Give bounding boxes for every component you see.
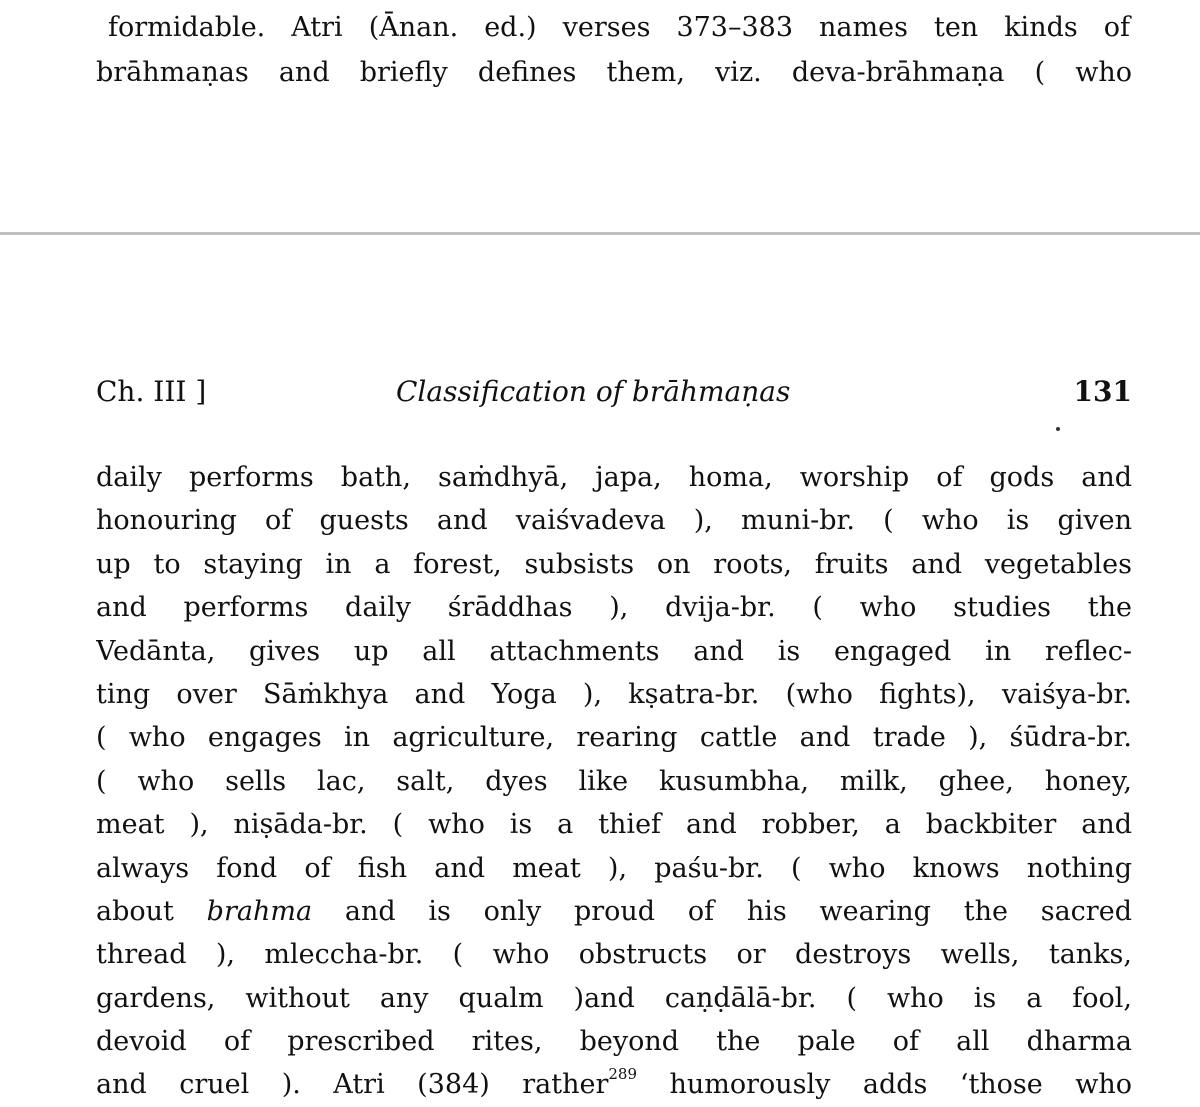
text-segment: and cruel ). Atri (384) rather <box>96 1069 609 1101</box>
previous-page-line: brāhmaṇas and briefly defines them, viz. deva-brāhmaṇa ( who <box>96 57 1132 88</box>
text-line: always fond of fish and meat ), paśu-br. ( who knows nothing <box>96 852 1132 884</box>
text-line: devoid of prescribed rites, beyond the pale of all dharma <box>96 1026 1132 1058</box>
body-text <box>96 456 1132 1107</box>
text-segment: and is only proud of his wearing the sacred <box>344 895 1132 927</box>
running-title: Classification of brāhmaṇas <box>396 375 791 408</box>
text-line <box>96 1063 1132 1106</box>
text-line: meat ), niṣāda-br. ( who is a thief and robber, a backbiter and <box>96 809 1132 841</box>
text-line: honouring of guests and vaiśvadeva ), muni-br. ( who is given <box>96 505 1132 537</box>
cut-off-line <box>108 0 1130 2</box>
text-segment: about <box>96 895 174 927</box>
text-line: thread ), mleccha-br. ( who obstructs or destroys wells, tanks, <box>96 939 1132 971</box>
italic-term: brahma <box>206 895 313 927</box>
text-line: ting over Sāṁkhya and Yoga ), kṣatra-br. (who fights), vaiśya-br. <box>96 678 1132 710</box>
chapter-label: Ch. III ] <box>96 375 207 408</box>
running-header <box>96 375 1132 419</box>
text-segment: humorously adds ‘those who <box>669 1069 1132 1101</box>
previous-page-line: formidable. Atri (Ānan. ed.) verses 373–383 names ten kinds of <box>108 12 1130 43</box>
text-line: gardens, without any qualm )and caṇḍālā-br. ( who is a fool, <box>96 982 1132 1014</box>
text-line: and performs daily śrāddhas ), dvija-br. ( who studies the <box>96 592 1132 624</box>
footnote-ref: 289 <box>608 1065 638 1084</box>
text-line: daily performs bath, saṁdhyā, japa, homa, worship of gods and <box>96 462 1132 493</box>
page-divider <box>0 232 1200 235</box>
previous-page-fragment <box>0 0 1200 232</box>
text-line: up to staying in a forest, subsists on roots, fruits and vegetables <box>96 548 1132 580</box>
text-line: ( who sells lac, salt, dyes like kusumbha, milk, ghee, honey, <box>96 765 1132 797</box>
text-line <box>96 890 1132 933</box>
text-line: Vedānta, gives up all attachments and is engaged in reflec- <box>96 635 1132 667</box>
print-speck <box>1056 427 1060 431</box>
page-number: 131 <box>1073 375 1132 408</box>
text-line: ( who engages in agriculture, rearing cattle and trade ), śūdra-br. <box>96 722 1132 754</box>
